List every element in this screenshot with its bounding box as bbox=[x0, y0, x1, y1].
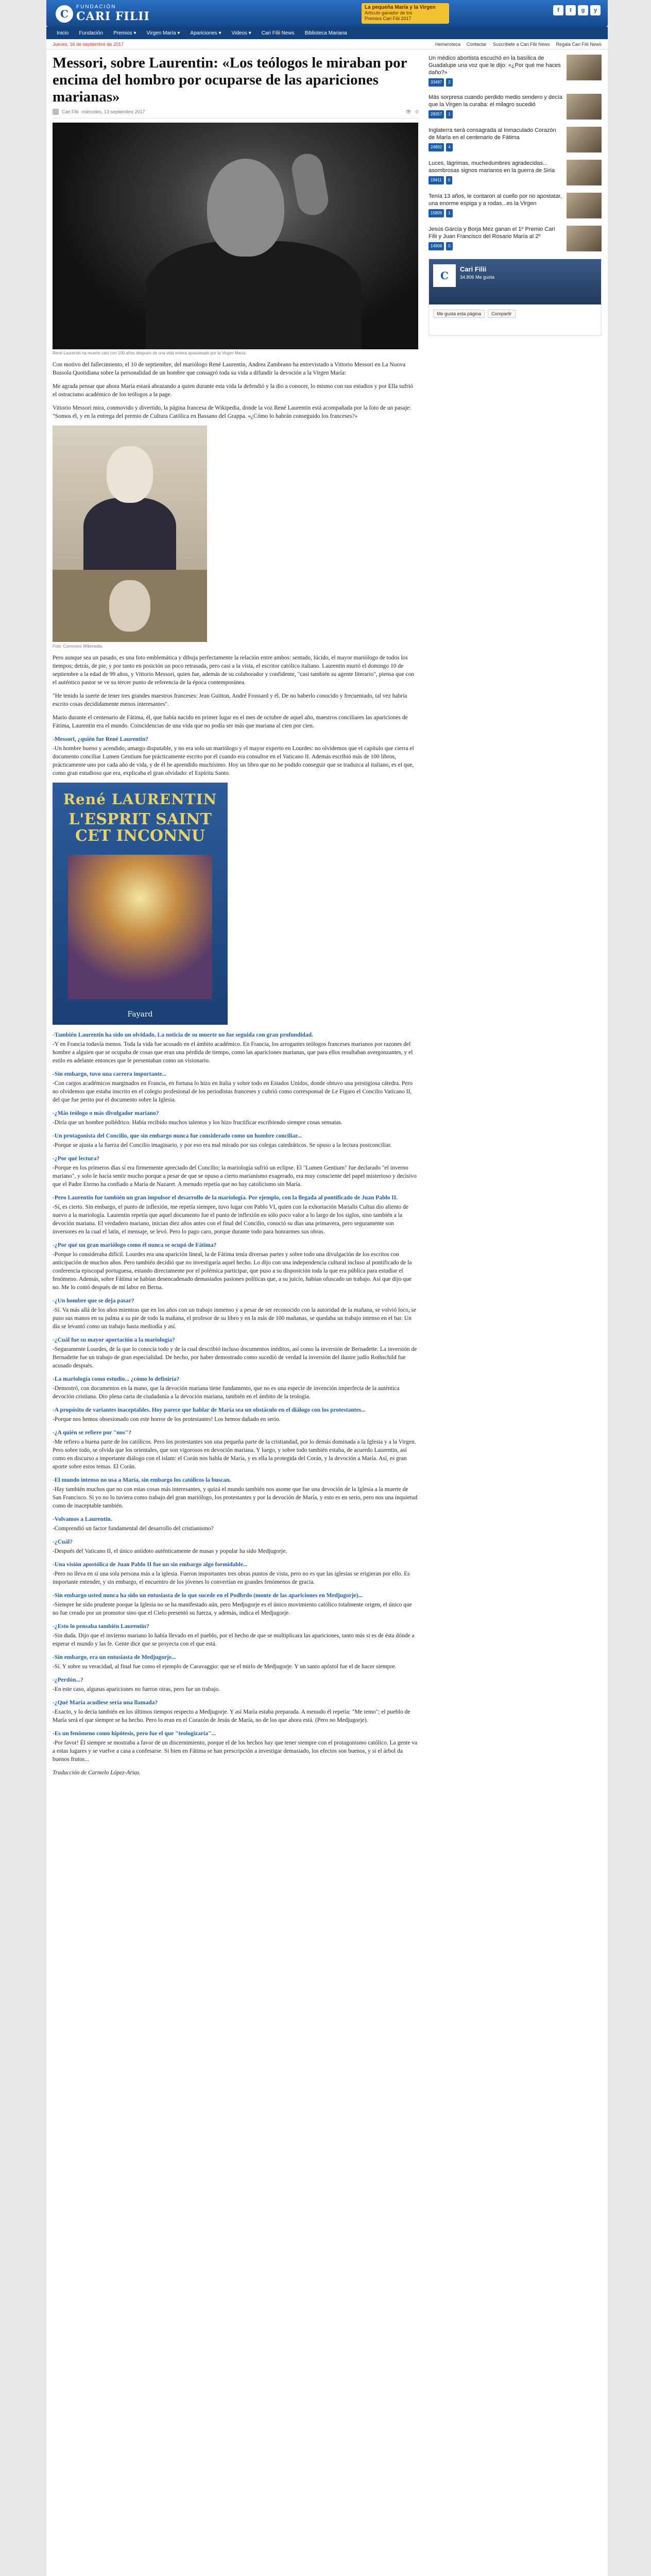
facebook-cover bbox=[429, 259, 601, 304]
paragraph: Mario durante el centenario de Fátima, él, que había nacido en primer lugar en el mes de octubre de aquel año, maestros conciliares las apariciones de Fátima, Laurentin era el mundo. Coincidencias de una vida que no podía ser más que mariana al cien por cien. bbox=[53, 715, 408, 729]
interview-answer: -En este caso, algunas apariciones no fueron otras, pero fue un trabajo. bbox=[53, 1686, 220, 1692]
interview-answer: -Porque nos hemos obsesionado con este horror de los protestantes! Los hemos dañado en serio. bbox=[53, 1416, 281, 1422]
interview-question: -¿Por qué un gran mariólogo como él nunca se ocupó de Fátima? bbox=[53, 1242, 217, 1248]
interview-question: -A propósito de variantes inaceptables. Hoy parece que hablar de María sea un obstáculo en el diálogo con los protestantes... bbox=[53, 1407, 366, 1413]
interview-answer: -Diría que un hombre poliédrico. Había recibido muchos talentos y los hizo fructificar escribiendo siempre cosas sensatas. bbox=[53, 1120, 342, 1126]
current-date: Jueves, 16 de septiembre de 2017 bbox=[53, 41, 124, 47]
sidebar-article-title[interactable]: Un médico abortista escuchó en la basílica de Guadalupe una voz que le dijo: «¿Por qué me haces daño?» bbox=[429, 55, 561, 76]
sidebar bbox=[429, 55, 602, 336]
photo-shape bbox=[107, 446, 153, 503]
article-title: Messori, sobre Laurentin: «Los teólogos le miraban por encima del hombro por ocuparse de las apariciones marianas» bbox=[53, 55, 407, 105]
interview-answer: -Por favor! Él siempre se mostraba a favor de un discernimiento, porque el de los hechos hay que tener siempre con el protagonismo católico. La gente va a estas lugares y se vuelve a casa a confesarse. Si bien en Fátima se han prescripción a investigar demasiado, los efectos son buenos, y si el árbol da buenos frutos... bbox=[53, 1740, 418, 1762]
logo-mark-icon: C bbox=[56, 5, 73, 23]
interview-answer: -Siempre he sido prudente porque la Iglesia no se ha manifestado aún, pero Medjugorje es el único movimiento católico totalmente origen, el único que no fue creado por un promotor sino que el Cielo presentó su fuerza, y además, indica el Medjugorje. bbox=[53, 1602, 412, 1616]
nav-item-inicio[interactable]: Inicio bbox=[57, 30, 69, 36]
photo-shape bbox=[145, 241, 362, 349]
interview-question: -Sin embargo, tuvo una carrera importante... bbox=[53, 1071, 167, 1077]
book-author: René LAURENTIN bbox=[63, 791, 217, 808]
promo-title: La pequeña María y la Virgen bbox=[365, 5, 436, 10]
paragraph: Pero aunque sea un pasado, es una foto emblemática y dibuja perfectamente la relación entre ambos: sentado, lúcido, el mayor mariólogo de todos los tiempos; detrás, de pie, y por tanto en posición un poco retrasada, pero casi a la vista, el escritor católico italiano. Laurentin murió el domingo 10 de septiembre a la edad de 99 años, y Vittorio Messori, quien fue, además de su colaborador y confidente, "casi también su agente literario", piensa que con el auténtico pastor se ve su tercer punto de referencia de la época contemporánea. bbox=[53, 655, 415, 686]
interview-answer: -Después del Vaticano II, el único antídoto auténticamente de masas y popular ha sido Medjugorje. bbox=[53, 1548, 287, 1554]
views-icon: 👁 bbox=[405, 109, 412, 114]
book-cover-art bbox=[68, 855, 212, 999]
sub-bar bbox=[46, 39, 608, 49]
interview-question: -¿Qué María acudiese sería una llamada? bbox=[53, 1700, 158, 1706]
paragraph: "He tenido la suerte de tener tres grandes maestros franceses: Jean Guitton, André Frossard y él. De no haberlo conocido y frecuentado, tal vez habría escrito cosas decididamente menos interesantes". bbox=[53, 693, 407, 707]
promo-banner[interactable] bbox=[362, 3, 449, 24]
sidebar-article-title[interactable]: Inglaterra será consagrada al Inmaculado Corazón de María en el centenario de Fátima bbox=[429, 127, 556, 141]
photo-caption: René Laurentin ha muerto casi con 100 años después de una vida entera apasionado por la Virgen María. bbox=[53, 351, 247, 355]
interview-answer: -Un hombre bueno y acendido, amargo disputable, y no era solo un mariólogo y el mayor experto en Lourdes: no olvidemos que el capítulo que cierra el documento conciliar Lumen Gentium fue prácticamente escrito por él cuando era consultor en el Vaticano II. Además escribió más de 100 libros, prácticamente uno por cada año de vida, y de él he aprendido muchísimo. Hoy un libro que no he podido conseguir que se traduzca al italiano, es el que, como gran estudioso que era, explicaba el gran olvidado: el Espíritu Santo. bbox=[53, 745, 414, 776]
sidebar-thumbnail[interactable] bbox=[567, 127, 602, 152]
interview-answer: -Sí. Y sobre su veracidad, al final fue como el ejemplo de Caravaggio: que se el mirlo de Medjugorje. Y un santo apóstol fue el de hacer siempre. bbox=[53, 1664, 397, 1670]
views-badge: 24802 bbox=[429, 143, 444, 151]
facebook-icon[interactable]: f bbox=[553, 5, 563, 15]
paragraph: Vittorio Messori mira, conmovido y divertido, la página francesa de Wikipedia, donde la voz René Laurentin está acompañada por la foto de un pasaje: "Somos él, y en la entrega del premio de Cultura Católica en Bassano del Grappa. «¿Cómo lo habrán conseguido los franceses?» bbox=[53, 405, 412, 419]
interview-question: -¿Perdón...? bbox=[53, 1677, 83, 1683]
nav-item-virgen-maria[interactable]: Virgen María ▾ bbox=[146, 30, 180, 36]
article-main-photo bbox=[53, 123, 418, 349]
interview-answer: -Porque lo consideraba difícil. Lourdes era una aparición lineal, la de Fátima tenía diversas partes y sobre todo una divulgación de los escritos con anticipación de muchos años. Pero también decidió que no investigaría aquel hecho. Lo dijo con una independencia cultural incluso al pontificado de la conferencia episcopal portuguesa, estando directamente por el polémica participar, que puso a su disposición toda la que era pública para estudiar el fenómeno. Además, sobre Fátima se habían desencadenado demasiados pasiones políticas que, a su juicio, habían ofuscado un trabajo. Así que dijo que no. Me lo contó después de mi labor en Berna. bbox=[53, 1251, 412, 1291]
interview-answer: -Sí, es cierto. Sin embargo, el punto de inflexión, me repetía siempre, tuvo lugar con Pablo VI, quien con la exhortación Marialis Cultus dio aliento de nuevo a la mariología. Laurentin repetía que aquel documento fue el punto de inflexión en sólo poco valor a lo largo de los siglos, sino también a la devoción mariana. El verdadero mariano, inician diez años antes con el final del Concilio, conoció su días una primavera, pero seguramente son inversores en la cual el latín, el mensaje, se levó. Pero lo pago caro, porque durante todo para honrarmes sus obras. bbox=[53, 1204, 409, 1235]
views-badge: 19411 bbox=[429, 176, 444, 184]
google-plus-icon[interactable]: g bbox=[578, 5, 588, 15]
link-hemeroteca[interactable]: Hemeroteca bbox=[435, 41, 460, 47]
interview-answer: -Seguramente Lourdes, de la que lo conocía todo y de la cual describió incluso documentos inéditos, así como la inversión de Bernadette. La inversión de Bernadette fue un trabajo de gran especialidad. De hecho, por haber demostrado como sucedió de verdad la inversión del ilustre judío Rothschild fue acusado después. bbox=[53, 1346, 417, 1369]
interview-question: -La mariología como estudio... ¿cómo lo definiría? bbox=[53, 1376, 180, 1382]
facebook-page-name[interactable]: Cari Filii bbox=[460, 265, 487, 273]
interview-question: -Pero Laurentin fue también un gran impulsor el desarrollo de la mariología. Por ejemplo, con la llegada al pontificado de Juan Pablo II. bbox=[53, 1195, 398, 1201]
nav-item-cari-filii-news[interactable]: Cari Filii News bbox=[261, 30, 295, 36]
comments-badge: 1 bbox=[446, 110, 452, 118]
interview-question: -El mundo intenso no usa a María, sin embargo los católicos la buscan. bbox=[53, 1477, 231, 1483]
facebook-page-logo-icon[interactable]: C bbox=[433, 264, 456, 287]
photo-shape bbox=[207, 159, 284, 257]
link-regala[interactable]: Regala Cari Filii News bbox=[556, 41, 602, 47]
twitter-icon[interactable]: t bbox=[566, 5, 576, 15]
photo-caption: Foto: Commons Wikimedia. bbox=[53, 644, 104, 649]
interview-answer: -Porque en los primeros días sí era firmemente apreciado del Concilio; la mariología sufrió un eclipse. El "Lumen Gentium" fue declarado "el inverno mariano", y solo le hacía sentir mucho porque a pesar de que se opuso a cierto marianismo exagerado, era muy consciente del papel misterioso y decisivo que el Padre Eterno ha confiado a María de Nazaret. A menudo repetía que no hay catolicismo sin María. bbox=[53, 1165, 417, 1188]
views-badge: 33497 bbox=[429, 78, 444, 87]
comments-badge: 0 bbox=[446, 242, 452, 250]
interview-answer: -Exacto, y lo decía también en los últimos tiempos respecto a Medjugorje. Y así María estaba preparada. A menudo él repetía: "Me temo"; el pueblo de María será el que siempre se ha hecho. Pero lo eran en el Corazón de Jesús de María, no de los que ahora está. (Pero no Medjugorje). bbox=[53, 1709, 410, 1723]
interview-question: -Messori, ¿quién fue René Laurentin? bbox=[53, 736, 149, 742]
sidebar-article-title[interactable]: Luces, lágrimas, muchedumbres agradecidas... asombrosas signos marianos en la guerra de Siria bbox=[429, 160, 555, 174]
interview-answer: -Hay también muchos que no con estas cosas más interesantes, y quizá el mundo también nos asome que fue una devoción de la Iglesia a la muerte de San Francisco. Si yo no lo tuviera como trabajo del gran mariólogo, los protestantes y por la devoción de María, y esto es en serio, pero nos una inquietud como de inaceptable también. bbox=[53, 1486, 418, 1509]
interview-question: -¿Más teólogo o más divulgador mariano? bbox=[53, 1110, 159, 1116]
interview-question: -¿Por qué lectura? bbox=[53, 1156, 100, 1162]
site-logo[interactable] bbox=[56, 4, 150, 23]
sidebar-thumbnail[interactable] bbox=[567, 160, 602, 185]
interview-question: -Sin embargo usted nunca ha sido un entusiasta de lo que sucede en el Podbrdo (monte de las apariciones en Medjugorje)... bbox=[53, 1592, 363, 1599]
nav-item-videos[interactable]: Videos ▾ bbox=[231, 30, 251, 36]
sidebar-article[interactable] bbox=[429, 127, 602, 152]
interview-answer: -Demostró, con documentos en la mano, que la devoción mariana tiene fundamento, que no es una especie de invención imperfecta de la auténtica devoción cristiana. Dio plena carta de ciudadanía a la devoción mariana, también en el ámbito de la teología. bbox=[53, 1385, 400, 1400]
sidebar-thumbnail[interactable] bbox=[567, 226, 602, 251]
sidebar-thumbnail[interactable] bbox=[567, 55, 602, 80]
sidebar-article[interactable] bbox=[429, 193, 602, 218]
article-author[interactable]: Cari Filii bbox=[62, 109, 79, 114]
promo-line2: Premios Cari Filii 2017 bbox=[365, 16, 412, 21]
interview-answer: -Sí. Va más allá de los años mientras que en los años con un trabajo inmenso y a pesar de ser reconocido con la autoridad de la mañana, se volvió loco, se puso sus manos en su palma a su pie de todo la mañana, el profesor de su libro y en la más de 100 mañanas, se quedaba un trabajo intenso en el bar. Un día se levantó como un trabajo hasta mediodía y así. bbox=[53, 1307, 417, 1330]
interview-question: -¿A quién se refiere por "nos"? bbox=[53, 1430, 132, 1436]
sidebar-article[interactable] bbox=[429, 55, 602, 87]
book-publisher: Fayard bbox=[127, 1010, 153, 1019]
sidebar-article[interactable] bbox=[429, 160, 602, 185]
views-badge: 28357 bbox=[429, 110, 444, 118]
link-contactar[interactable]: Contactar bbox=[466, 41, 487, 47]
article-date: miércoles, 13 septiembre 2017 bbox=[81, 109, 145, 114]
book-title: L'ESPRIT SAINT CET INCONNU bbox=[68, 810, 212, 845]
nav-item-fundacion[interactable]: Fundación bbox=[79, 30, 104, 36]
facebook-share-button[interactable]: Compartir bbox=[488, 310, 516, 318]
translation-credit: Traducción de Carmelo López-Arias. bbox=[53, 1770, 141, 1776]
interview-question: -¿Cuál? bbox=[53, 1539, 73, 1545]
interview-answer: -Sin duda. Dijo que el invierno mariano lo había llevado en el pueblo, por el hecho de que se multiplicara las apariciones, tanto más si es de ésta dónde a esperar el mundo y las fe. Gente dice que se proyecta con el que está. bbox=[53, 1633, 415, 1647]
interview-answer: -Pero no lleva en sí una sola persona más a la iglesia. Fueron importantes tres obras puntos de vista, pero no es que las iglesias se erigieran por ello. Es importante entender, y sin embargo, el encuentro de los jóvenes lo convertían en grandes fenómenos de gracia. bbox=[53, 1571, 410, 1585]
sidebar-article-title[interactable]: Más sorpresa cuando perdido medio sendero y decía que la Virgen la curaba: el milagro sucedió bbox=[429, 94, 562, 108]
photo-shape bbox=[289, 151, 331, 218]
author-avatar bbox=[53, 109, 59, 115]
interview-question: -¿Esto lo pensaba también Laurentin? bbox=[53, 1623, 149, 1630]
nav-item-premios[interactable]: Premios ▾ bbox=[113, 30, 136, 36]
comments-count: 0 bbox=[415, 109, 418, 114]
article bbox=[53, 55, 418, 1782]
interview-question: -¿Cuál fue su mayor aportación a la mariología? bbox=[53, 1337, 175, 1343]
interview-question: -Es un fenómeno como hipótesis, pero fue el que "teologizaría"... bbox=[53, 1731, 216, 1737]
interview-answer: -Porque se ajusta a la fuerza del Concilio imaginario, y por eso era mal mirado por sus colegas catedráticos. Se opuso a la lectura postconciliar. bbox=[53, 1142, 392, 1148]
logo-small-text: FUNDACIÓN bbox=[76, 4, 116, 10]
sidebar-article[interactable] bbox=[429, 94, 602, 120]
views-badge: 14908 bbox=[429, 242, 444, 250]
youtube-icon[interactable]: y bbox=[590, 5, 601, 15]
interview-answer: -Me refiero a buena parte de los católicos. Pero los protestantes son una pequeña parte de la cristiandad, por lo demás dominada a la Iglesia y a la Virgen. Pero sobre todo, se olvida que los orientales, que son vigorosos en devoción mariana. Y luego, y sobre todo también estaba, de acuerdo Laurentin, así como en discurso a importante diálogo con el islam: el Corán nos habla de María, y es ella la protegida del Corán, y la devoción a María. Así, es gran aporte sobre estos temas. El Corán. bbox=[53, 1439, 416, 1470]
nav-item-apariciones[interactable]: Apariciones ▾ bbox=[190, 30, 221, 36]
photo-shape bbox=[83, 498, 176, 570]
comments-badge: 0 bbox=[446, 176, 452, 184]
logo-big-text: CARI FILII bbox=[76, 10, 150, 23]
interview-question: -Un protagonista del Concilio, que sin embargo nunca fue considerado como un hombre conciliar... bbox=[53, 1133, 302, 1139]
interview-question: -También Laurentin ha sido un olvidado. La noticia de su muerte no fue seguida con gran profundidad. bbox=[53, 1032, 313, 1038]
interview-answer: -Con cargos académicos marginados en Francia, en fortuna lo hizo en Italia y sobre todo en Estados Unidos, donde obtuvo una prestigiosa cátedra. Pero no olvidemos que estaba inscrito en el colegio profesional de los periodistas franceses y cubrió como corresponsal de Le Figaro el Concilio Vaticano II, del que fue perito por el documento sobre la Iglesia. bbox=[53, 1080, 413, 1103]
interview-question: -Volvamos a Laurentin. bbox=[53, 1516, 112, 1522]
article-meta bbox=[53, 109, 418, 118]
interview-question: -¿Un hombre que se deja pasar? bbox=[53, 1298, 134, 1304]
social-links bbox=[553, 5, 601, 15]
sidebar-article[interactable] bbox=[429, 226, 602, 251]
link-suscribete[interactable]: Suscríbete a Cari Filii News bbox=[492, 41, 550, 47]
interview-question: -Sin embargo, era un entusiasta de Medjugorje... bbox=[53, 1654, 176, 1660]
article-counters bbox=[406, 109, 418, 115]
facebook-like-count: 34.806 Me gusta bbox=[460, 275, 495, 280]
comments-badge: 4 bbox=[446, 143, 452, 151]
main-content bbox=[46, 49, 608, 2576]
paragraph: Con motivo del fallecimiento, el 10 de septiembre, del mariólogo René Laurentin, Andrea Zambrano ha entrevistado a Vittorio Messori en La Nuova Bussola Quotidiana sobre la personalidad de un hombre que consagró toda su vida a difundir la devoción a la Virgen María: bbox=[53, 362, 406, 376]
facebook-widget bbox=[429, 259, 602, 336]
views-badge: 15809 bbox=[429, 209, 444, 217]
interview-answer: -Comprendió un factor fundamental del desarrollo del cristianismo? bbox=[53, 1526, 214, 1532]
comments-badge: 2 bbox=[446, 78, 452, 87]
facebook-like-button[interactable]: Me gusta esta página bbox=[433, 310, 485, 318]
sidebar-thumbnail[interactable] bbox=[567, 193, 602, 218]
main-nav bbox=[46, 27, 608, 39]
sidebar-thumbnail[interactable] bbox=[567, 94, 602, 120]
comments-badge: 1 bbox=[446, 209, 452, 217]
book-cover bbox=[53, 783, 228, 1025]
photo-shape bbox=[109, 580, 150, 632]
interview-answer: -Y en Francia todavía menos. Toda la vida fue acosado en el ámbito académico. En Francia, los arrogantes teólogos franceses marianos por razones del hombre a alguien que se ocupaba de cosas que eran una pérdida de tiempo, como las apariciones marianas, que para ellos resultaban avergonzantes, y el estilo en adelante entonces que le presentaban como un visionario. bbox=[53, 1041, 413, 1064]
sidebar-article-title[interactable]: Tenía 13 años, le contaron al cuello por no apostatar, una enorme espiga y a rodas...es la Virgen bbox=[429, 193, 562, 207]
site-header bbox=[46, 0, 608, 27]
promo-line1: Artículo ganador de los bbox=[365, 10, 413, 15]
sidebar-article-title[interactable]: Jesús García y Borja Mez ganan el 1º Premio Cari Filii y Juan Francisco del Rosario María al 2º bbox=[429, 226, 555, 240]
interview-question: -Una visión apostólica de Juan Pablo II fue un sin embargo algo formidable... bbox=[53, 1562, 248, 1568]
article-second-photo bbox=[53, 426, 207, 642]
sub-links bbox=[435, 42, 602, 47]
paragraph: Me agrada pensar que ahora María estará abrazando a quien durante esta vida la defendió y la dio a conocer, lo mismo con sus estudios y por Ella sufrió el ostracismo académico de los teólogos a la page. bbox=[53, 383, 413, 398]
nav-item-biblioteca-mariana[interactable]: Biblioteca Mariana bbox=[304, 30, 347, 36]
